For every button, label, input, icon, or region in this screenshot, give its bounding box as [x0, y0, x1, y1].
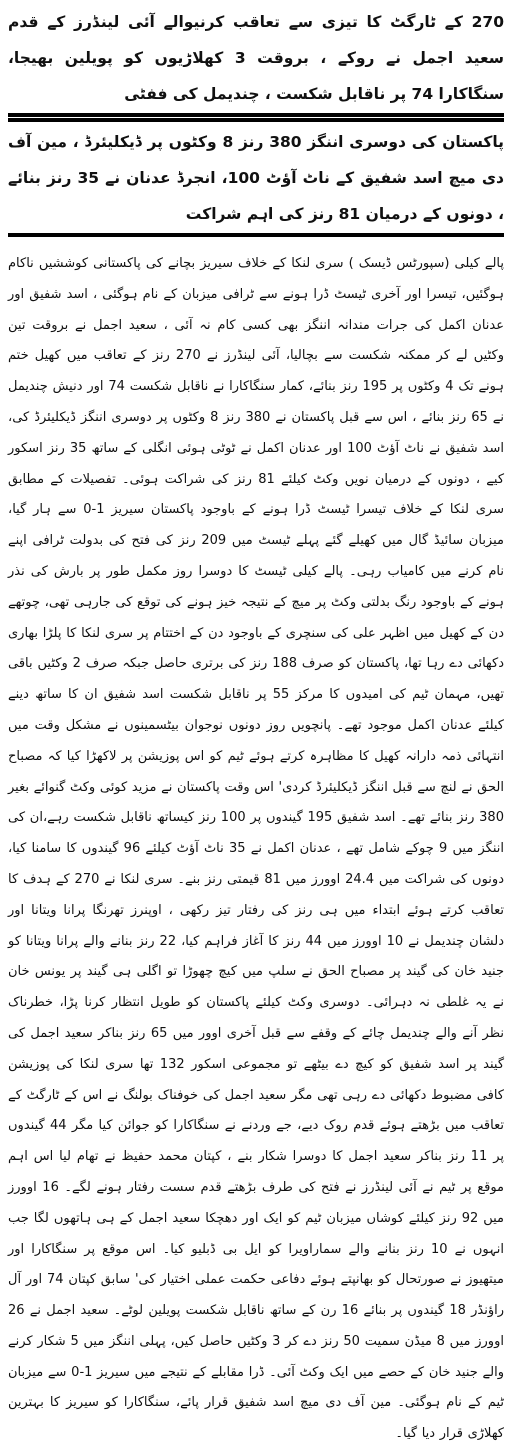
- article-body: پالے کیلی (سپورٹس ڈیسک ) سری لنکا کے خلاف سیریز بچانے کی پاکستانی کوششیں ناکام ہوگئیں، تیسرا اور آخری ٹیسٹ ڈرا ہونے سے ٹرافی میزبان کے نام ہوگئی ، اسد شفیق اور عدنان اکمل کی جرات مندانہ اننگز بھی کسی کام نہ آئی ، سعید اجمل نے بروقت تین وکٹیں لے کر ممکنہ شکست سے بچالیا، آئی لینڈرز نے 270 رنز کے تعاقب میں کھیل ختم ہونے تک 4 وکٹوں پر 195 رنز بنائے، کمار سنگاکارا نے ناقابل شکست 74 اور دنیش چندیمل نے 65 رنز بنائے ، اس سے قبل پاکستان نے 380 رنز 8 وکٹوں پر دوسری اننگز ڈیکلیئرڈ کی، اسد شفیق نے ناٹ آؤٹ 100 اور عدنان اکمل نے ٹوٹی ہوئی انگلی کے ساتھ 35 رنز اسکور کیے ، دونوں کے درمیان نویں وکٹ کیلئے 81 رنز کی شراکت ہوئی۔ تفصیلات کے مطابق سری لنکا کے خلاف تیسرا ٹیسٹ ڈرا ہونے کے باوجود پاکستان سیریز 1-0 سے ہار گیا، میزبان سائیڈ گال میں کھیلے گئے پہلے ٹیسٹ میں 209 رنز کی فتح کی بدولت ٹرافی اپنے نام کرنے میں کامیاب رہی۔ پالے کیلی ٹیسٹ کا دوسرا روز مکمل طور پر بارش کی نذر ہونے کے باوجود رنگ بدلتی وکٹ پر میچ کے نتیجہ خیز ہونے کی توقع کی جارہی تھی، چوتھے دن کے کھیل میں اظہر علی کی سنچری کے باوجود دن کے اختتام پر سری لنکا کا پلڑا بھاری دکھائی دے رہا تھا، پاکستان کو صرف 188 رنز کی برتری حاصل جبکہ صرف 2 وکٹیں باقی تھیں، مہمان ٹیم کی امیدوں کا مرکز 55 پر ناقابل شکست اسد شفیق ان کا ساتھ دینے کیلئے عدنان اکمل موجود تھے۔ پانچویں روز دونوں نوجوان بیٹسمینوں نے مشکل وقت میں انتہائی ذمہ دارانہ کھیل کا مظاہرہ کرتے ہوئے ٹیم کو اس پوزیشن پر لاکھڑا کیا کہ مصباح الحق نے لنچ سے قبل اننگز ڈیکلیئرڈ کردی' اس وقت پاکستان نے مزید کوئی وکٹ گنوائے بغیر 380 رنز بنائے تھے۔ اسد شفیق 195 گیندوں پر 100 رنز کیساتھ ناقابل شکست رہے،ان کی اننگز میں 9 چوکے شامل تھے ، عدنان اکمل نے 35 ناٹ آؤٹ کیلئے 96 گیندوں کا سامنا کیا، دونوں کی شراکت میں 24.4 اوورز میں 81 قیمتی رنز بنے۔ سری لنکا نے 270 کے ہدف کا تعاقب کرتے ہوئے ابتداء میں ہی رنز کی رفتار تیز رکھی ، اوپنرز تھرنگا پرانا ویتانا اور دلشان چندیمل نے 10 اوورز میں 44 رنز کا آغاز فراہم کیا، 22 رنز بنانے والے پرانا ویتانا کو جنید خان کی گیند پر مصباح الحق نے سلپ میں کیچ چھوڑا تو اگلی ہی گیند پر یونس خان نے یہ غلطی نہ دہرائی۔ دوسری وکٹ کیلئے پاکستان کو طویل انتظار کرنا پڑا، خطرناک نظر آنے والے چندیمل چائے کے وقفے سے قبل آخری اوور میں 65 رنز بناکر سعید اجمل کی گیند پر اسد شفیق کو کیچ دے بیٹھے تو مجموعی اسکور 132 تھا سری لنکا کی پوزیشن کافی مضبوط دکھائی دے رہی تھی مگر سعید اجمل کی خوفناک بولنگ نے اس کے ٹارگٹ کے تعاقب میں بڑھتے ہوئے قدم روک دیے، جے وردنے نے سنگاکارا کو جوائن کیا مگر 44 گیندوں پر 11 رنز بناکر سعید اجمل کا دوسرا شکار بنے ، کپتان محمد حفیظ نے تھام لیا اس اہم موقع پر ٹیم نے آئی لینڈرز نے فتح کی طرف بڑھتے قدم سست رفتار ہونے لگے۔ 16 اوورز میں 92 رنز کیلئے کوشاں میزبان ٹیم کو ایک اور دھچکا سعید اجمل کے ہی ہاتھوں لگا جب انہوں نے 10 رنز بنانے والے سماراویرا کو ایل بی ڈبلیو کیا۔ اس موقع پر سنگاکارا اور میتھیوز نے صورتحال کو بھانپتے ہوئے دفاعی حکمت عملی اختیار کی' سابق کپتان 74 اور آل راؤنڈر 18 گیندوں پر بنائے 16 رن کے ساتھ ناقابل شکست پویلین لوٹے۔ سعید اجمل نے 26 اوورز میں 8 میڈن سمیت 50 رنز دے کر 3 وکٹیں حاصل کیں، پہلی اننگز میں 5 شکار کرنے والے جنید خان کے حصے میں ایک وکٹ آئی۔ ڈرا مقابلے کے نتیجے میں سیریز 1-0 سے میزبان ٹیم کے نام ہوگئی۔ مین آف دی میچ اسد شفیق قرار پائے، سنگاکارا کو سیریز کا بہترین کھلاڑی قرار دیا گیا۔: [8, 256, 505, 1442]
- headline-secondary: پاکستان کی دوسری اننگز 380 رنز 8 وکٹوں پر ڈیکلیئرڈ ، مین آف دی میچ اسد شفیق کے ناٹ آؤٹ 100، انجرڈ عدنان نے 35 رنز بنائے ، دونوں کے درمیان 81 رنز کی اہم شراکت: [8, 133, 504, 223]
- headline-primary: 270 کے ٹارگٹ کا تیزی سے تعاقب کرنیوالے آئی لینڈرز کے قدم سعید اجمل نے روکے ، بروقت 3 کھلاڑیوں کو پویلین بھیجا، سنگاکارا 74 پر ناقابل شکست ، چندیمل کی ففٹی: [8, 13, 504, 103]
- headline-divider-bottom: [8, 118, 504, 122]
- body-divider: [8, 233, 504, 237]
- headline-divider-top: [8, 113, 504, 117]
